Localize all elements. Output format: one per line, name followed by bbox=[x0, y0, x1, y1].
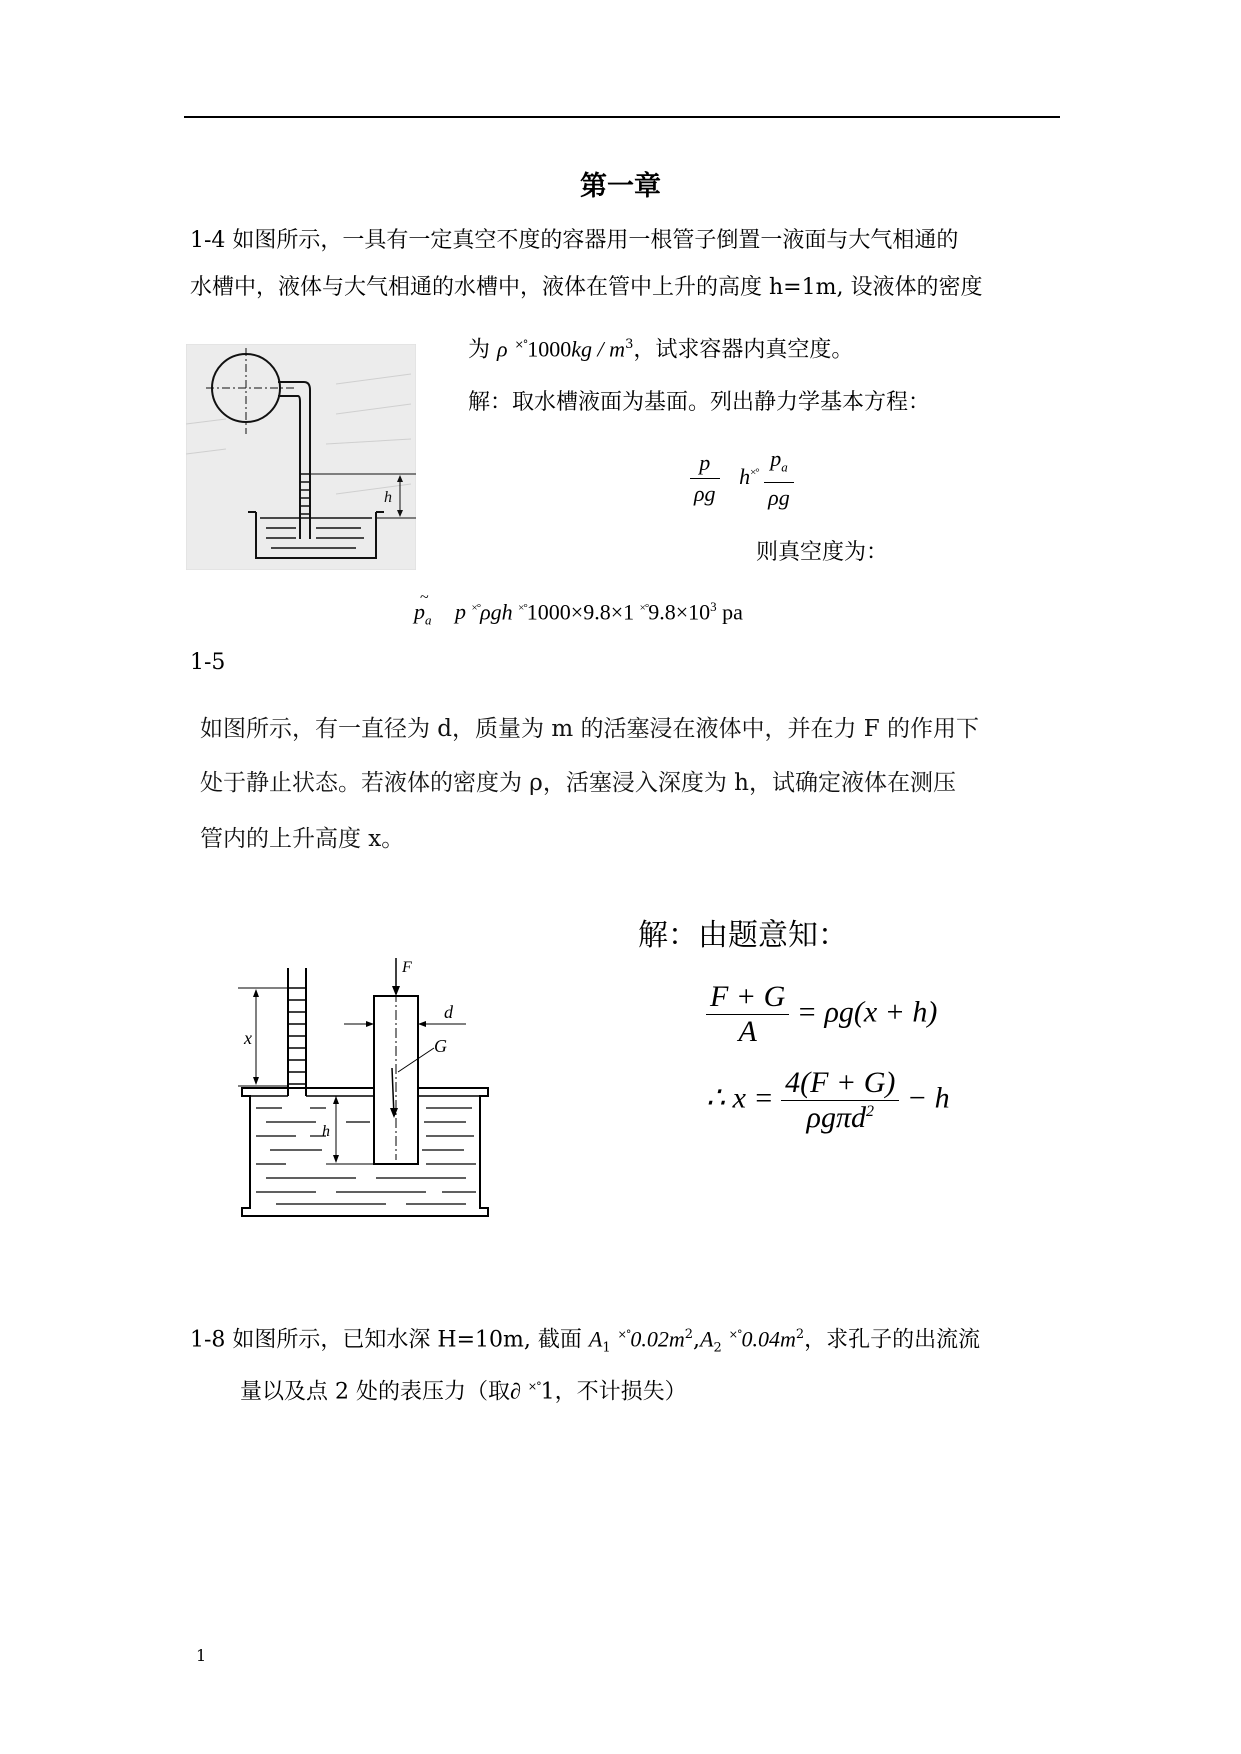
equation-rhs: = ρg(x + h) bbox=[796, 995, 938, 1029]
text-fragment: ，不计损失） bbox=[554, 1379, 687, 1405]
A1-value: 0.02m bbox=[630, 1326, 685, 1352]
figure-1-5 bbox=[226, 956, 506, 1222]
equals-glyph: ×° bbox=[471, 602, 481, 614]
label-G: G bbox=[434, 1036, 447, 1056]
equals-glyph: ×° bbox=[514, 338, 528, 351]
exponent: 2 bbox=[684, 1327, 694, 1342]
problem-1-4-line3 bbox=[468, 328, 853, 367]
rho-symbol: ρ bbox=[497, 336, 508, 362]
fraction-p-over-rhog bbox=[690, 448, 720, 509]
equation-lhs: ∴ x = bbox=[706, 1081, 774, 1115]
denominator bbox=[781, 1101, 899, 1135]
chapter-title: 第一章 bbox=[580, 171, 661, 202]
exponent: 2 bbox=[795, 1327, 805, 1342]
fraction-x bbox=[781, 1066, 899, 1135]
problem-1-5-solution-intro: 解：由题意知： bbox=[638, 918, 848, 953]
bernoulli-equation bbox=[690, 444, 794, 513]
problem-1-4-solution-intro: 解：取水槽液面为基面。列出静力学基本方程： bbox=[468, 390, 931, 415]
label-x: x bbox=[244, 1028, 252, 1048]
figure-1-4-drawing bbox=[186, 344, 416, 570]
subscript: a bbox=[781, 459, 788, 475]
label-h: h bbox=[322, 1123, 330, 1140]
text-fragment: 量以及点 2 处的表压力（取 bbox=[240, 1379, 510, 1405]
fraction-pa-over-rhog bbox=[764, 444, 794, 513]
header-rule bbox=[184, 116, 1060, 118]
A2-value: 0.04m bbox=[741, 1326, 796, 1352]
label-d: d bbox=[444, 1002, 453, 1022]
numerator: p bbox=[690, 448, 720, 479]
problem-1-5-line3: 管内的上升高度 x。 bbox=[200, 826, 405, 852]
subscript: 1 bbox=[602, 1340, 611, 1356]
numerator bbox=[764, 444, 794, 483]
denominator-text: ρgπd bbox=[806, 1101, 866, 1134]
vacuum-label: 则真空度为： bbox=[756, 540, 889, 565]
text-fragment: ，求孔子的出流流 bbox=[804, 1327, 981, 1353]
calc-mid: 1000×9.8×1 bbox=[526, 599, 635, 625]
numerator: F + G bbox=[706, 980, 789, 1015]
equals-glyph: ×° bbox=[750, 466, 759, 479]
equals-glyph: ×° bbox=[639, 602, 649, 614]
label-F: F bbox=[402, 959, 412, 976]
problem-1-8-line1: 1-8 如图所示，已知水深 H=10m, 截面 $A_1$ $^{\times^\circ}0.02m^2,A_2$ $^{\times^\circ}0.04m^2$，求孔子的出流流 bbox=[190, 1326, 981, 1356]
exponent: 2 bbox=[865, 1103, 874, 1120]
liquid-hatching bbox=[256, 1108, 476, 1204]
page-number: 1 bbox=[196, 1646, 207, 1665]
symbol-p: p bbox=[455, 599, 466, 625]
denominator: A bbox=[738, 1015, 757, 1048]
equation-rhs: − h bbox=[906, 1081, 950, 1115]
label-h: h bbox=[384, 489, 392, 506]
unit-exponent: 3 bbox=[625, 337, 634, 352]
equals-glyph: ×° bbox=[617, 1328, 631, 1341]
figure-1-4 bbox=[186, 344, 416, 570]
problem-1-4-line2: 水槽中，液体与大气相通的水槽中，液体在管中上升的高度 h=1m, 设液体的密度 bbox=[190, 275, 983, 300]
denominator: ρg bbox=[768, 485, 790, 511]
piston-equation bbox=[706, 980, 937, 1049]
symbol-h: h bbox=[739, 463, 751, 489]
fraction-FG-over-A bbox=[706, 980, 789, 1049]
subscript: 2 bbox=[713, 1340, 722, 1356]
solution-x-equation bbox=[706, 1066, 950, 1135]
unit-pa: pa bbox=[716, 599, 743, 625]
text-fragment: 1-8 如图所示，已知水深 H=10m, 截面 bbox=[190, 1327, 582, 1353]
problem-1-5-line1: 如图所示，有一直径为 d，质量为 m 的活塞浸在液体中，并在力 F 的作用下 bbox=[200, 716, 980, 742]
problem-1-5-number: 1-5 bbox=[190, 650, 226, 675]
calc-value: 9.8×10 bbox=[648, 599, 711, 625]
subscript: a bbox=[425, 612, 432, 628]
problem-1-4-line1: 1-4 如图所示，一具有一定真空不度的容器用一根管子倒置一液面与大气相通的 bbox=[190, 228, 959, 253]
density-unit: kg / m bbox=[571, 336, 626, 362]
problem-1-8-line2 bbox=[240, 1370, 687, 1409]
numerator: 4(F + G) bbox=[781, 1066, 899, 1101]
equals-glyph: ×° bbox=[728, 1328, 742, 1341]
symbol-A1: A bbox=[588, 1326, 603, 1352]
symbol-p: p bbox=[770, 446, 782, 471]
text-fragment: ，试求容器内真空度。 bbox=[633, 337, 854, 363]
symbol-A2: A bbox=[700, 1326, 714, 1352]
vacuum-result bbox=[414, 590, 743, 638]
equals-glyph: ×° bbox=[527, 1380, 541, 1393]
symbol-p: p bbox=[414, 599, 425, 625]
manometer-liquid bbox=[288, 988, 306, 1084]
rhogh: ρgh bbox=[480, 599, 513, 625]
problem-1-5-line2: 处于静止状态。若液体的密度为 ρ，活塞浸入深度为 h，试确定液体在测压 bbox=[200, 770, 956, 796]
pa-tilde: ~ $p_a$ bbox=[414, 589, 432, 628]
exponent: 3 bbox=[710, 599, 717, 614]
tank bbox=[242, 1088, 488, 1216]
density-value: 1000 bbox=[527, 336, 572, 362]
alpha-symbol: ∂ bbox=[509, 1378, 521, 1404]
alpha-value: 1 bbox=[540, 1379, 555, 1405]
denominator: ρg bbox=[694, 481, 716, 507]
equals-glyph: ×° bbox=[518, 602, 527, 614]
text-fragment: 为 bbox=[468, 337, 491, 363]
figure-1-5-drawing bbox=[226, 956, 506, 1222]
